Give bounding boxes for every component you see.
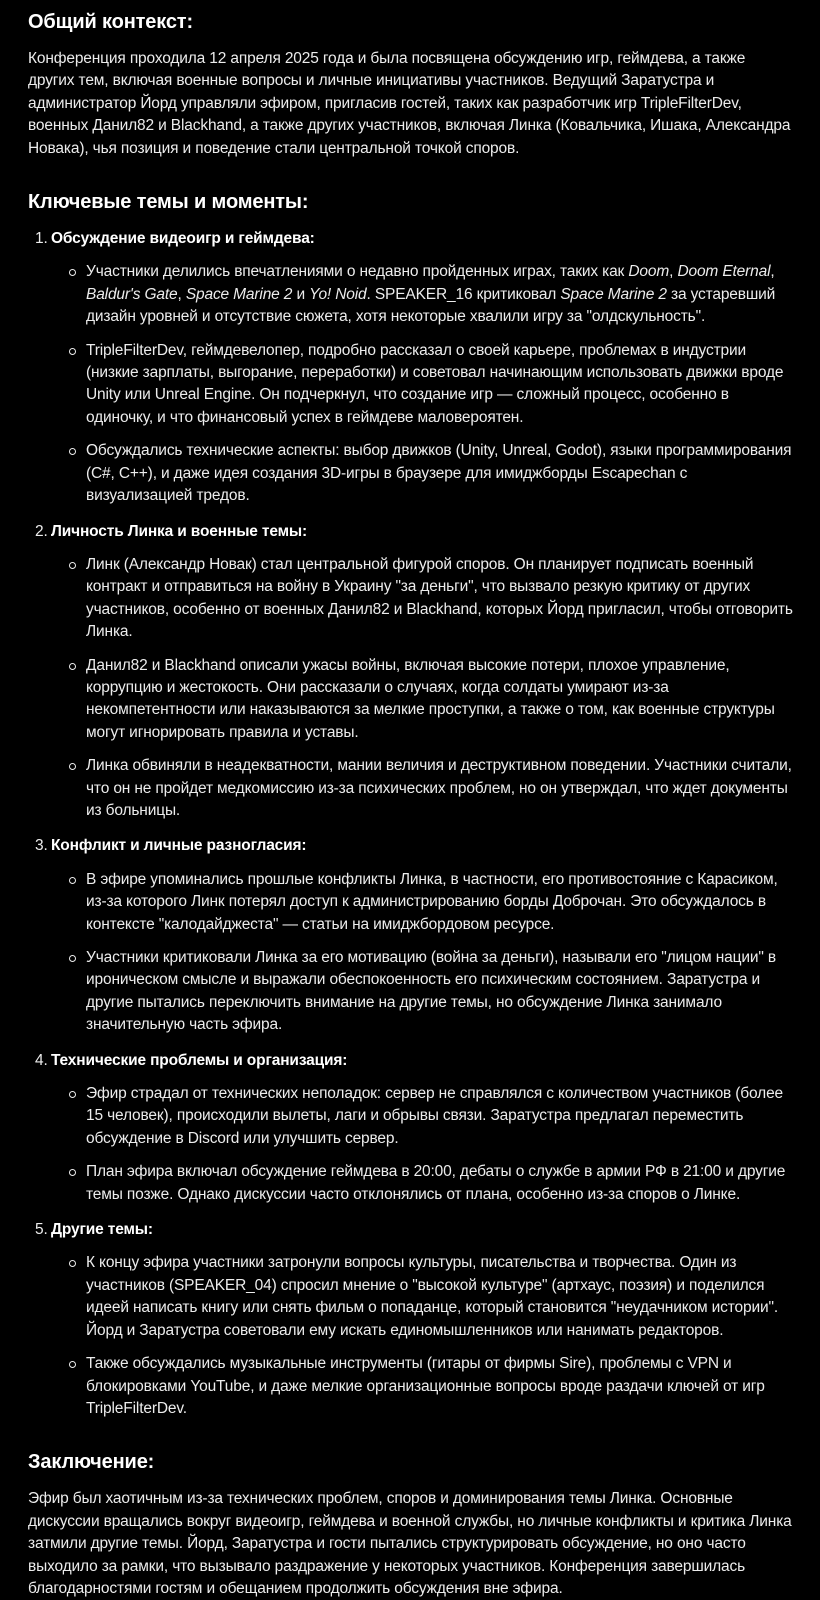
bullet-item: Эфир страдал от технических неполадок: сервер не справлялся с количеством участников (более 15 человек), происходили вылеты, лаги и обрывы связи. Заратустра предлагал переместить обсуждение в Discord или улучшить сервер. [86,1083,795,1150]
bullet-item: В эфире упоминались прошлые конфликты Линка, в частности, его противостояние с Карасиком, из-за которого Линк потерял доступ к администрированию борды Доброчан. Это обсуждалось в контексте "калодайджеста" — статьи на имиджбордовом ресурсе. [86,869,795,936]
topic-item-link-war [35,521,795,823]
topic-title: Технические проблемы и организация: [51,1051,348,1069]
bullet-item: TripleFilterDev, геймдевелопер, подробно рассказал о своей карьере, проблемах в индустрии (низкие зарплаты, выгорание, переработки) и советовал начинающим использовать движки вроде Unity или Unreal Engine. Он подчеркнул, что создание игр — сложный процесс, особенно в одиночку, и что финансовый успех в геймдеве маловероятен. [86,340,795,430]
section-heading-key-topics: Ключевые темы и моменты: [28,191,309,214]
bullet-item: Обсуждались технические аспекты: выбор движков (Unity, Unreal, Godot), языки программирования (C#, C++), и даже идея создания 3D-игры в браузере для имиджборды Escapechan с визуализацией тредов. [86,440,795,507]
topic-item-technical [35,1050,795,1206]
topic-number: 2. [35,522,48,540]
bullet-item: Также обсуждались музыкальные инструменты (гитары от фирмы Sire), проблемы с VPN и блокировками YouTube, и даже мелкие организационные вопросы вроде раздачи ключей от игр TripleFilterDev. [86,1353,795,1420]
context-paragraph: Конференция проходила 12 апреля 2025 года и была посвящена обсуждению игр, геймдева, а также других тем, включая военные вопросы и личные инициативы участников. Ведущий Заратустра и администратор Йорд управляли эфиром, пригласив гостей, таких как разработчик игр TripleFilterDev, военных Данил82 и Blackhand, а также других участников, включая Линка (Ковальчика, Ишака, Александра Новака), чья позиция и поведение стали центральной точкой споров. [28,50,791,157]
topic-title: Обсуждение видеоигр и геймдева: [51,230,315,248]
bullet-item: Участники критиковали Линка за его мотивацию (война за деньги), называли его "лицом нации" в ироническом смысле и выражали обеспокоенность его психическим состоянием. Заратустра и другие пытались переключить внимание на другие темы, но обсуждение Линка занимало значительную часть эфира. [86,947,795,1037]
topic-number: 1. [35,230,48,248]
topic-bullets [51,261,795,507]
topic-bullets [51,1083,795,1206]
bullet-item: Линк (Александр Новак) стал центральной фигурой споров. Он планирует подписать военный контракт и отправиться на войну в Украину "за деньги", что вызвало резкую критику от других участников, особенно от военных Данил82 и Blackhand, которых Йорд пригласил, чтобы отговорить Линка. [86,554,795,644]
bullet-item: Линка обвиняли в неадекватности, мании величия и деструктивном поведении. Участники считали, что он не пройдет медкомиссию из-за психических проблем, но он утверждал, что ждет документы из больницы. [86,755,795,822]
topic-number: 5. [35,1221,48,1239]
topic-item-games [35,228,795,507]
conclusion-paragraph: Эфир был хаотичным из-за технических проблем, споров и доминирования темы Линка. Основные дискуссии вращались вокруг видеоигр, геймдева и военной службы, но личные конфликты и критика Линка затмили другие темы. Йорд, Заратустра и гости пытались структурировать обсуждение, но оно часто выходило за рамки, что вызывало раздражение у некоторых участников. Конференция завершилась благодарностями гостям и обещанием продолжить обсуждения вне эфира. [28,1490,792,1597]
topic-title: Личность Линка и военные темы: [51,522,308,540]
topic-title: Конфликт и личные разногласия: [51,837,307,855]
topic-number: 4. [35,1051,48,1069]
topic-bullets [51,869,795,1037]
topic-title: Другие темы: [51,1221,153,1239]
topic-number: 3. [35,837,48,855]
topic-bullets [51,554,795,822]
topic-item-other [35,1219,795,1420]
summary-document [28,10,795,1600]
topic-bullets [51,1252,795,1420]
bullet-item: Данил82 и Blackhand описали ужасы войны, включая высокие потери, плохое управление, коррупцию и жестокость. Они рассказали о случаях, когда солдаты умирают из-за некомпетентности или наказываются за мелкие проступки, а также о том, как военные структуры могут игнорировать правила и уставы. [86,655,795,745]
bullet-item: К концу эфира участники затронули вопросы культуры, писательства и творчества. Один из участников (SPEAKER_04) спросил мнение о "высокой культуре" (артхаус, поэзия) и поделился идеей написать книгу или снять фильм о попаданце, который становится "неудачником истории". Йорд и Заратустра советовали ему искать единомышленников или нанимать редакторов. [86,1252,795,1342]
topic-item-conflict [35,835,795,1036]
bullet-item: План эфира включал обсуждение геймдева в 20:00, дебаты о службе в армии РФ в 21:00 и другие темы позже. Однако дискуссии часто отклонялись от плана, особенно из-за споров о Линке. [86,1161,795,1206]
section-heading-context: Общий контекст: [28,11,193,33]
bullet-item: Участники делились впечатлениями о недавно пройденных играх, таких как Doom, Doom Eternal, Baldur's Gate, Space Marine 2 и Yo! Noid. SPEAKER_16 критиковал Space Marine 2 за устаревший дизайн уровней и отсутствие сюжета, хотя некоторые хвалили игру за "олдскульность". [86,261,795,328]
topics-list [28,228,795,1420]
section-heading-conclusion: Заключение: [28,1451,155,1474]
